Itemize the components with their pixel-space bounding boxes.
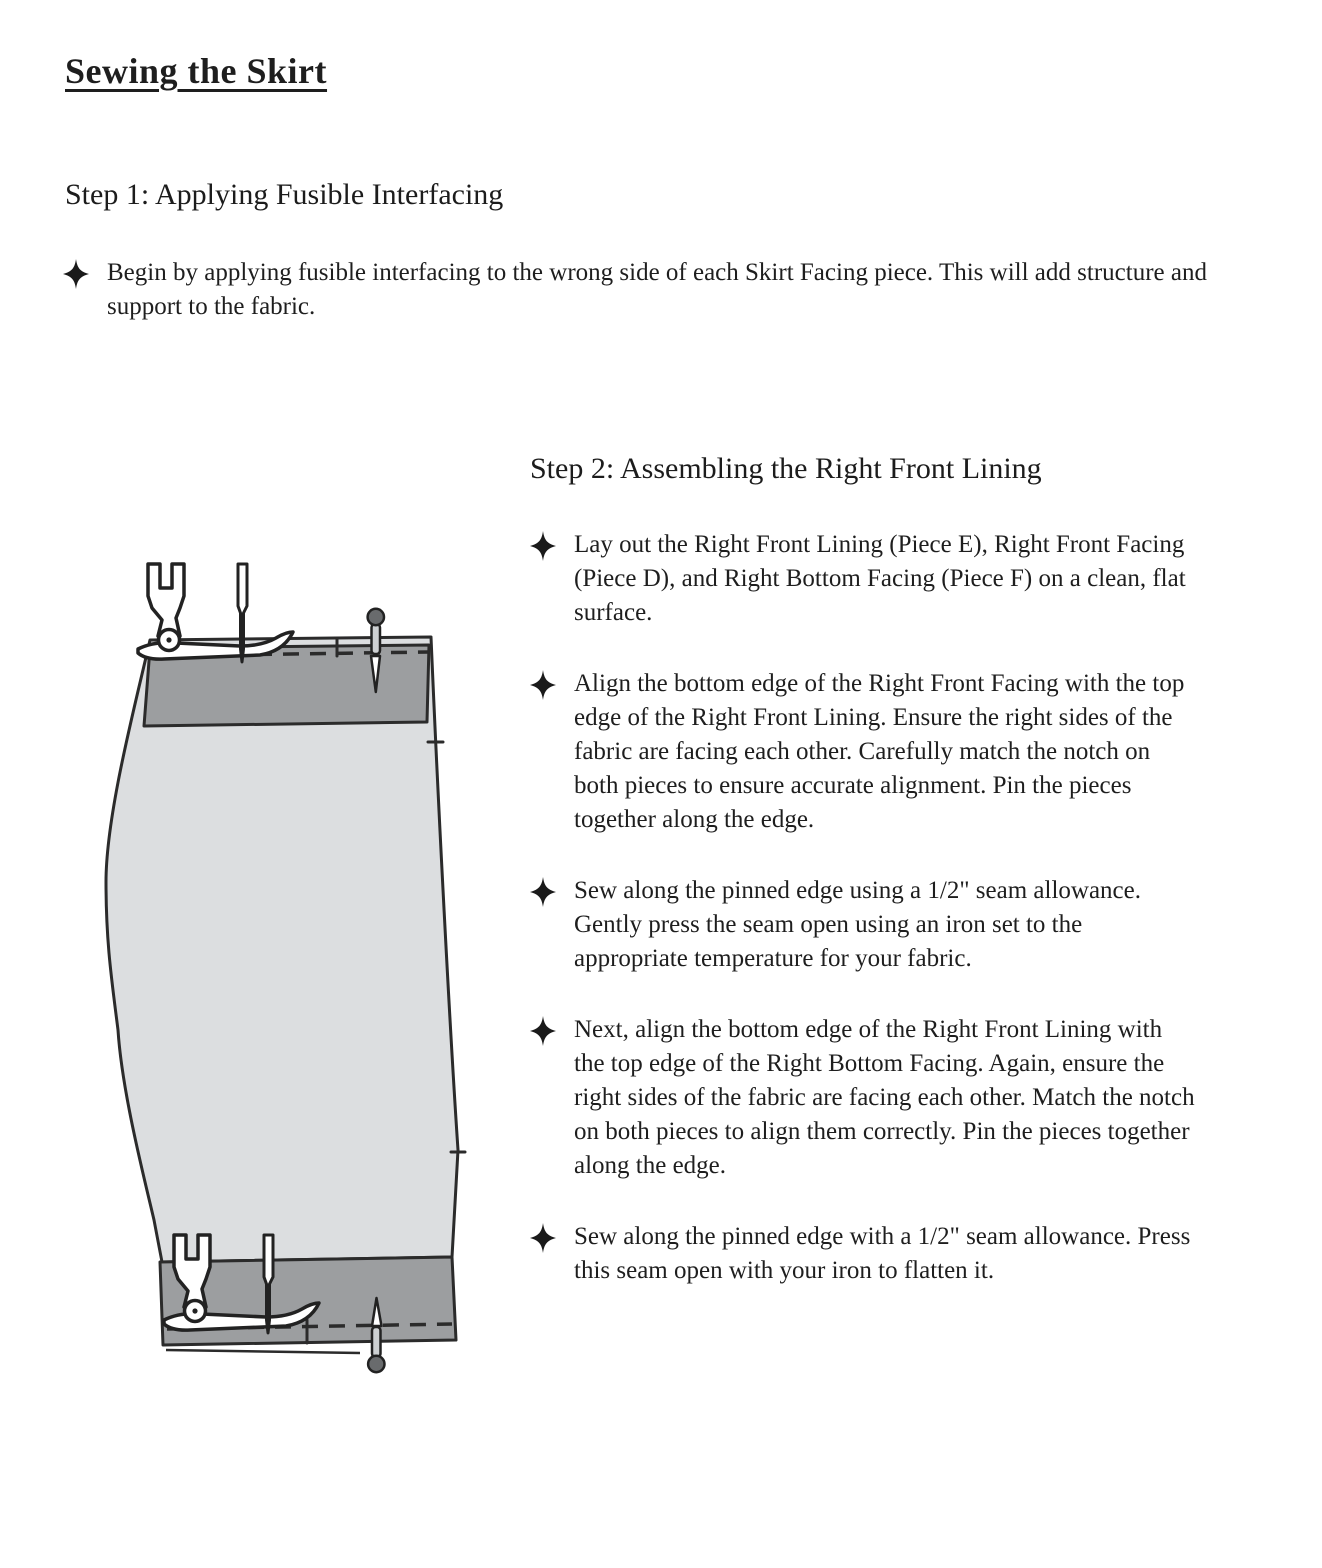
presser-foot-icon-top <box>138 564 293 662</box>
sparkle-bullet-icon <box>530 1223 556 1258</box>
sparkle-bullet-icon <box>530 877 556 912</box>
skirt-assembly-illustration <box>92 552 492 1382</box>
list-item-text: Begin by applying fusible interfacing to the wrong side of each Skirt Facing piece. This will add structure and support to the fabric. <box>107 259 1207 320</box>
page-title: Sewing the Skirt <box>65 51 328 91</box>
list-item-text: Lay out the Right Front Lining (Piece E), Right Front Facing (Piece D), and Right Bottom Facing (Piece F) on a clean, flat surface. <box>574 531 1186 626</box>
sparkle-bullet-icon <box>63 259 89 294</box>
step2-section <box>530 452 1220 1325</box>
list-item <box>530 667 1220 837</box>
step1-heading: Step 1: Applying Fusible Interfacing <box>65 178 504 211</box>
list-item-text: Sew along the pinned edge using a 1/2" seam allowance. Gently press the seam open using an iron set to the appropriate temperature for your fabric. <box>574 877 1141 972</box>
list-item <box>530 528 1220 630</box>
list-item <box>63 256 1243 324</box>
step2-heading: Step 2: Assembling the Right Front Lining <box>530 452 1042 485</box>
illustration-canvas <box>92 552 492 1382</box>
skirt-panel <box>106 637 458 1262</box>
list-item <box>530 1220 1220 1288</box>
list-item-text: Next, align the bottom edge of the Right Front Lining with the top edge of the Right Bottom Facing. Again, ensure the right sides of the fabric are facing each other. Match the notch on both pieces to align them correctly. Pin the pieces together along the edge. <box>574 1016 1195 1179</box>
sparkle-bullet-icon <box>530 670 556 705</box>
hem-edge-line <box>166 1350 360 1353</box>
sparkle-bullet-icon <box>530 531 556 566</box>
list-item <box>530 1013 1220 1183</box>
list-item-text: Align the bottom edge of the Right Front Facing with the top edge of the Right Front Lining. Ensure the right sides of the fabric are facing each other. Carefully match the notch on both pieces to ensure accurate alignment. Pin the pieces together along the edge. <box>574 670 1185 833</box>
sparkle-bullet-icon <box>530 1016 556 1051</box>
list-item <box>530 874 1220 976</box>
list-item-text: Sew along the pinned edge with a 1/2" seam allowance. Press this seam open with your iron to flatten it. <box>574 1223 1191 1284</box>
